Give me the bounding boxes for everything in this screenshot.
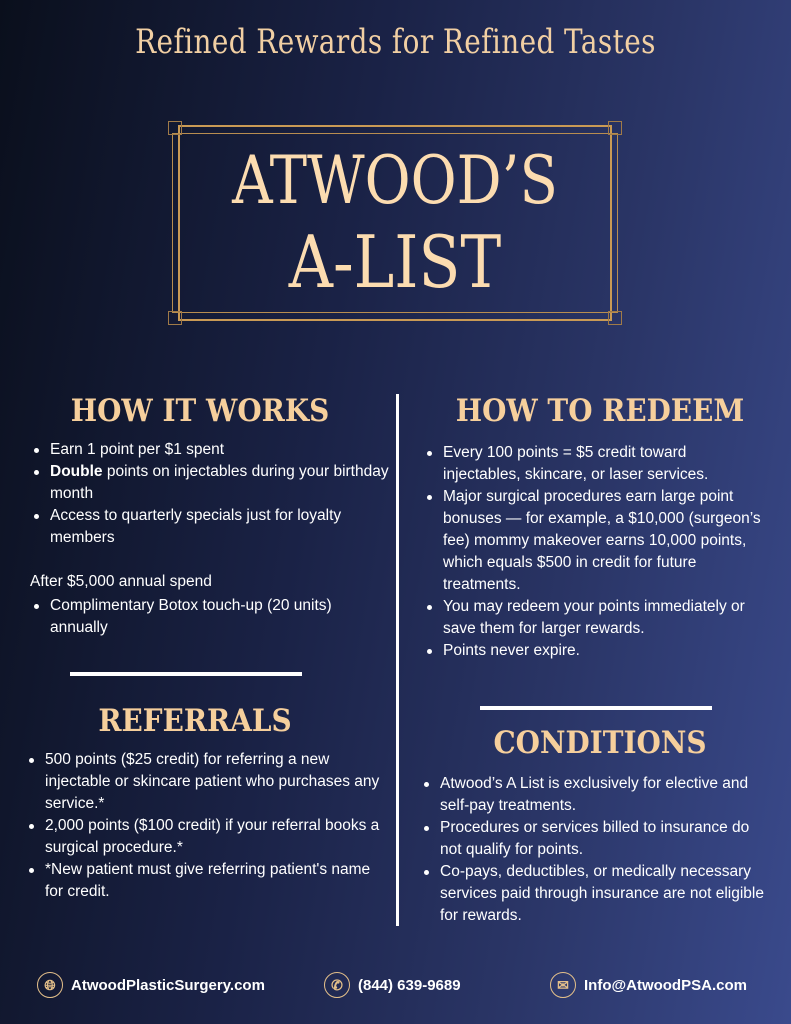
tagline: Refined Rewards for Refined Tastes [135, 22, 656, 62]
how-it-works-list [30, 439, 390, 549]
referrals-heading: REFERRALS [98, 703, 292, 739]
phone-link[interactable]: (844) 639-9689 [358, 976, 461, 994]
list-item [30, 461, 390, 505]
list-item: *New patient must give referring patient's name for credit. [25, 859, 390, 903]
phone-icon: ✆ [324, 972, 350, 998]
list-item: Earn 1 point per $1 spent [30, 439, 390, 461]
list-item: Co-pays, deductibles, or medically necessary services paid through insurance are not eligible for rewards. [420, 861, 770, 927]
list-item: 500 points ($25 credit) for referring a new injectable or skincare patient who purchases any service.* [25, 749, 390, 815]
conditions-list [420, 773, 770, 927]
mail-icon: ✉ [550, 972, 576, 998]
after-spend-list [30, 595, 360, 639]
footer-website[interactable] [37, 972, 265, 998]
globe-icon: 🌐︎ [37, 972, 63, 998]
title-line-2: A-LIST [288, 220, 502, 304]
list-item: Major surgical procedures earn large point bonuses — for example, a $10,000 (surgeon’s fee) mommy makeover earns 10,000 points, which equals $500 in credit for future treatments. [423, 486, 768, 596]
separator [70, 672, 302, 676]
title-line-1: ATWOOD’S [232, 142, 558, 219]
list-item: Complimentary Botox touch-up (20 units) annually [30, 595, 360, 639]
conditions-heading: CONDITIONS [493, 725, 707, 761]
double-text: points on injectables during your birthday month [50, 463, 389, 502]
list-item: Procedures or services billed to insurance do not qualify for points. [420, 817, 770, 861]
website-link[interactable]: AtwoodPlasticSurgery.com [71, 976, 265, 994]
list-item: Points never expire. [423, 640, 768, 662]
how-to-redeem-heading: HOW TO REDEEM [455, 393, 745, 429]
list-item: Atwood’s A List is exclusively for elective and self-pay treatments. [420, 773, 770, 817]
after-spend-label: After $5,000 annual spend [30, 573, 212, 590]
list-item: 2,000 points ($100 credit) if your referral books a surgical procedure.* [25, 815, 390, 859]
column-divider [396, 394, 399, 926]
footer-phone[interactable] [324, 972, 461, 998]
redeem-list [423, 442, 768, 662]
email-link[interactable]: Info@AtwoodPSA.com [584, 976, 747, 994]
separator [480, 706, 712, 710]
list-item: Every 100 points = $5 credit toward injectables, skincare, or laser services. [423, 442, 768, 486]
how-it-works-heading: HOW IT WORKS [70, 393, 330, 429]
list-item: You may redeem your points immediately or save them for larger rewards. [423, 596, 768, 640]
referrals-list [25, 749, 390, 903]
list-item: Access to quarterly specials just for loyalty members [30, 505, 390, 549]
double-bold: Double [50, 463, 103, 480]
footer-email[interactable] [550, 972, 747, 998]
